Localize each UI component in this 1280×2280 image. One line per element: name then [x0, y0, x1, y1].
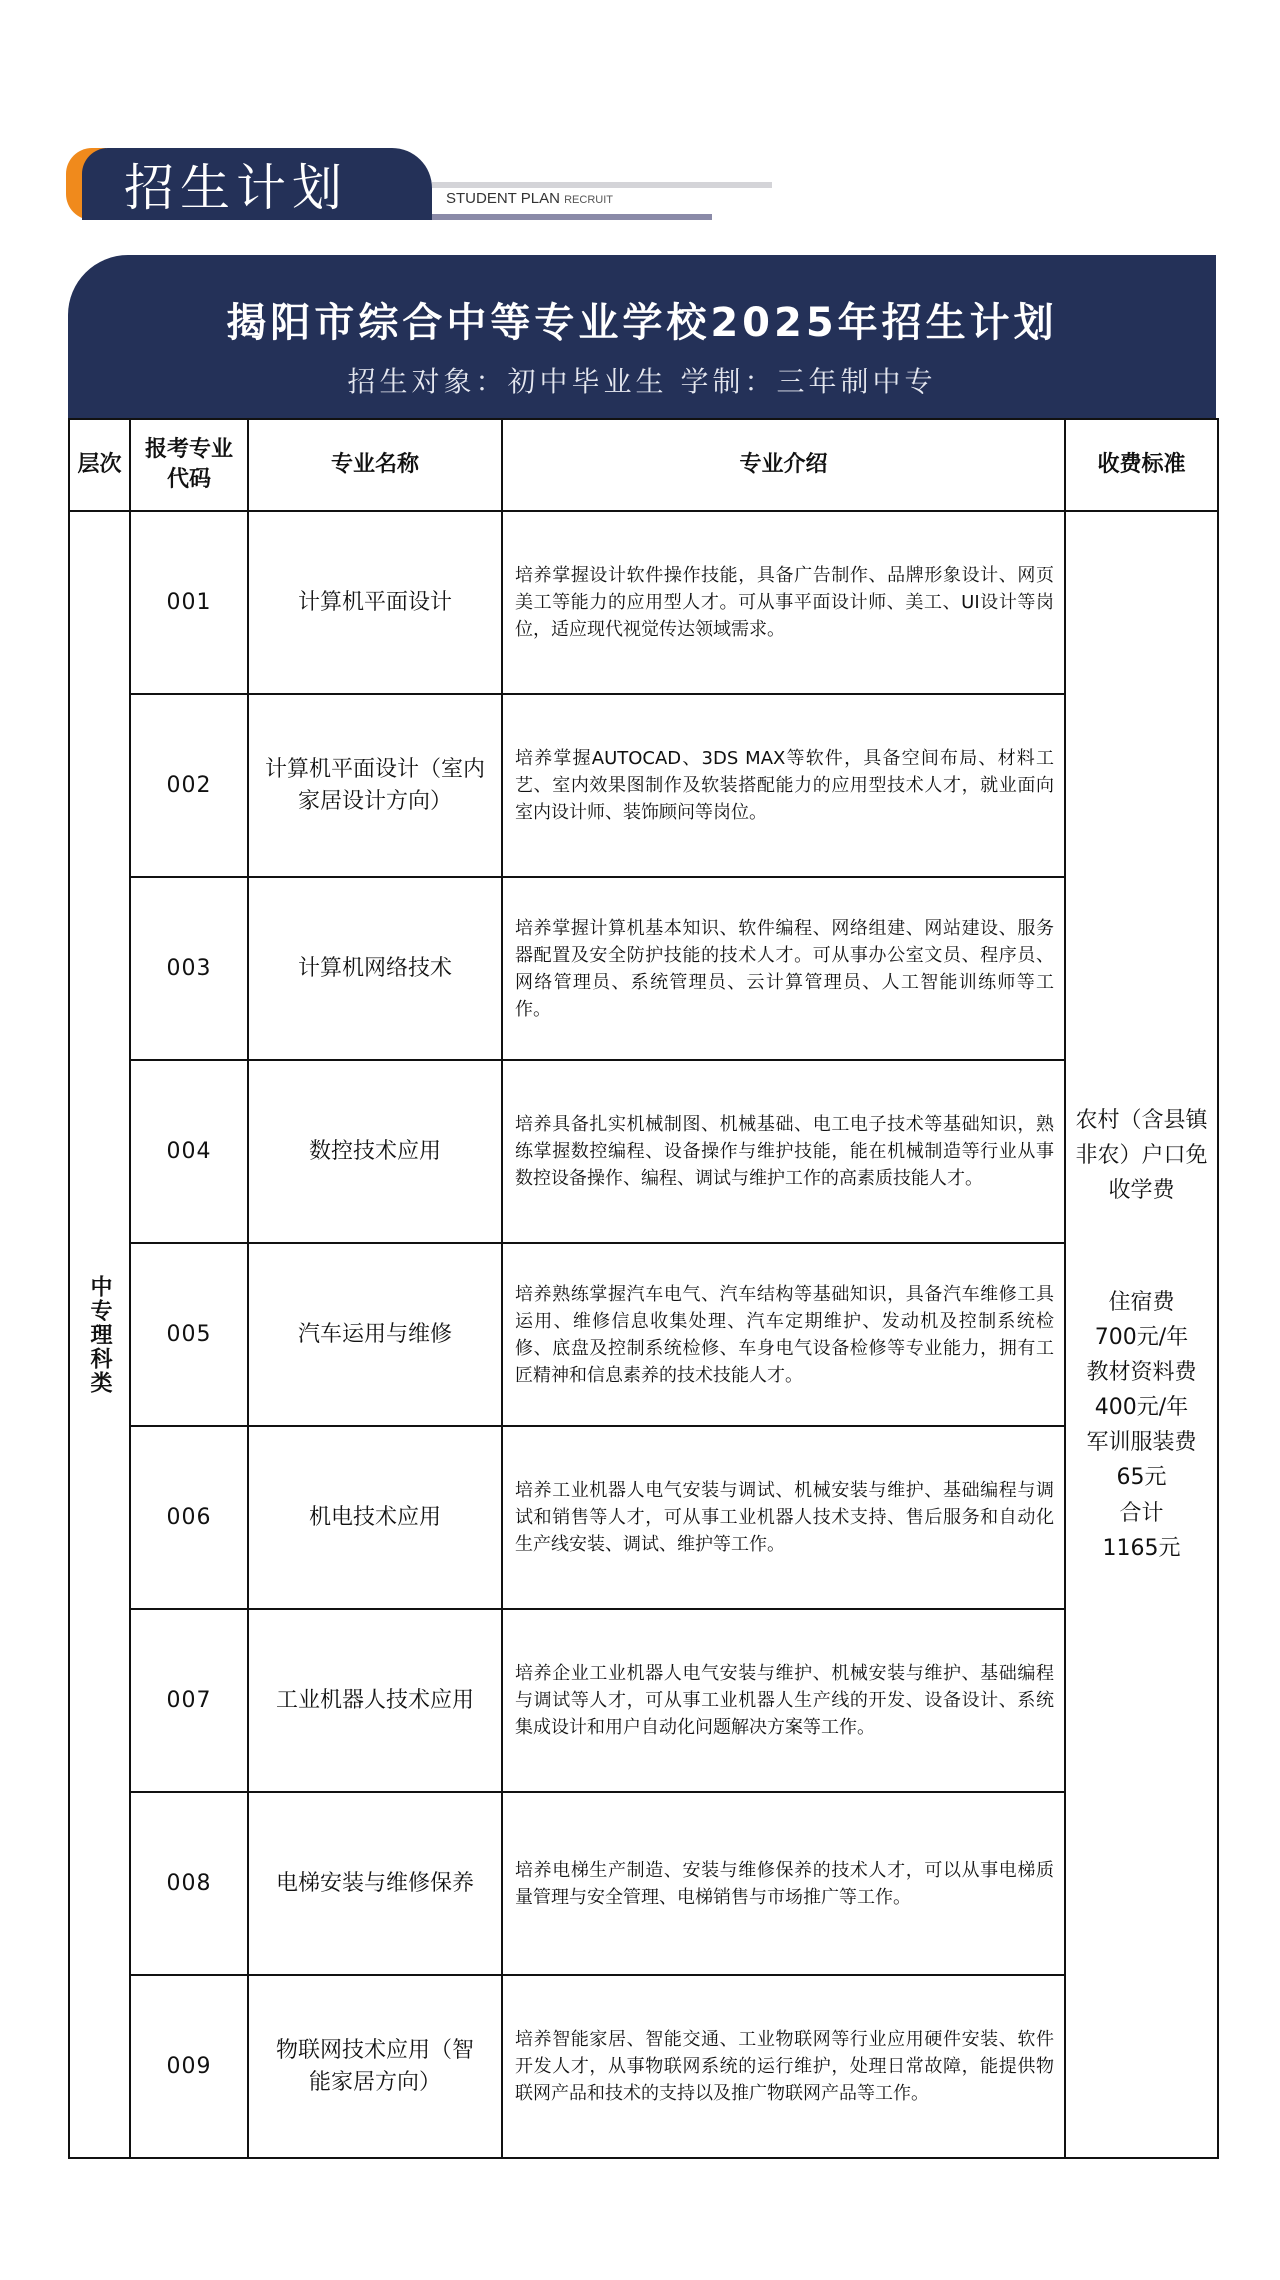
major-intro: 培养掌握AUTOCAD、3DS MAX等软件，具备空间布局、材料工艺、室内效果图制作及软装搭配能力的应用型技术人才，就业面向室内设计师、装饰顾问等岗位。 [502, 694, 1065, 877]
col-header-code: 报考专业代码 [130, 419, 248, 511]
table-row [69, 1243, 1218, 1426]
col-header-level: 层次 [69, 419, 130, 511]
table-header-row [69, 419, 1218, 511]
major-code: 005 [130, 1243, 248, 1426]
section-subtitle: STUDENT PLAN RECRUIT [446, 190, 613, 207]
major-intro: 培养企业工业机器人电气安装与维护、机械安装与维护、基础编程与调试等人才，可从事工业机器人生产线的开发、设备设计、系统集成设计和用户自动化问题解决方案等工作。 [502, 1609, 1065, 1792]
col-header-intro: 专业介绍 [502, 419, 1065, 511]
fee-line: 400元/年 [1094, 1395, 1189, 1421]
section-banner [66, 148, 716, 220]
plan-header [68, 255, 1216, 419]
major-name: 计算机平面设计（室内家居设计方向） [248, 694, 502, 877]
fee-cell [1065, 511, 1218, 2158]
banner-divider [432, 182, 772, 188]
major-code: 007 [130, 1609, 248, 1792]
major-code: 002 [130, 694, 248, 877]
fee-line: 1165元 [1102, 1535, 1181, 1561]
col-header-fee: 收费标准 [1065, 419, 1218, 511]
major-name: 物联网技术应用（智能家居方向） [248, 1975, 502, 2158]
major-name: 电梯安装与维修保养 [248, 1792, 502, 1975]
page-title: 揭阳市综合中等专业学校2025年招生计划 [226, 300, 1058, 346]
table-row [69, 1426, 1218, 1609]
major-code: 008 [130, 1792, 248, 1975]
major-intro: 培养工业机器人电气安装与调试、机械安装与维护、基础编程与调试和销售等人才，可从事工业机器人技术支持、售后服务和自动化生产线安装、调试、维护等工作。 [502, 1426, 1065, 1609]
major-intro: 培养智能家居、智能交通、工业物联网等行业应用硬件安装、软件开发人才，从事物联网系统的运行维护，处理日常故障，能提供物联网产品和技术的支持以及推广物联网产品等工作。 [502, 1975, 1065, 2158]
banner-title-box [82, 148, 432, 220]
fee-rural-note: 农村（含县镇非农）户口免收学费 [1075, 1107, 1208, 1204]
table-row [69, 877, 1218, 1060]
major-code: 009 [130, 1975, 248, 2158]
table-row [69, 694, 1218, 877]
major-name: 计算机网络技术 [248, 877, 502, 1060]
col-header-name: 专业名称 [248, 419, 502, 511]
page-subtitle: 招生对象：初中毕业生 学制：三年制中专 [347, 365, 937, 398]
major-code: 003 [130, 877, 248, 1060]
fee-line: 65元 [1116, 1465, 1167, 1491]
table-row [69, 1975, 1218, 2158]
section-subtitle-small: RECRUIT [564, 194, 613, 206]
major-name: 工业机器人技术应用 [248, 1609, 502, 1792]
section-title: 招生计划 [124, 159, 348, 217]
table-row [69, 1609, 1218, 1792]
level-cell: 中专理科类 [69, 511, 130, 2158]
fee-line: 教材资料费 [1086, 1359, 1197, 1385]
major-name: 汽车运用与维修 [248, 1243, 502, 1426]
fee-line: 住宿费 [1108, 1289, 1175, 1315]
fee-line: 军训服装费 [1086, 1430, 1197, 1456]
major-name: 计算机平面设计 [248, 511, 502, 694]
fee-line: 700元/年 [1094, 1324, 1189, 1350]
fee-line: 合计 [1119, 1500, 1164, 1526]
major-intro: 培养掌握设计软件操作技能，具备广告制作、品牌形象设计、网页美工等能力的应用型人才。可从事平面设计师、美工、UI设计等岗位，适应现代视觉传达领域需求。 [502, 511, 1065, 694]
table-row [69, 1792, 1218, 1975]
table-row [69, 1060, 1218, 1243]
major-name: 数控技术应用 [248, 1060, 502, 1243]
major-code: 006 [130, 1426, 248, 1609]
major-intro: 培养具备扎实机械制图、机械基础、电工电子技术等基础知识，熟练掌握数控编程、设备操作与维护技能，能在机械制造等行业从事数控设备操作、编程、调试与维护工作的高素质技能人才。 [502, 1060, 1065, 1243]
major-name: 机电技术应用 [248, 1426, 502, 1609]
major-code: 001 [130, 511, 248, 694]
table-row [69, 511, 1218, 694]
major-code: 004 [130, 1060, 248, 1243]
banner-divider-2 [432, 214, 712, 220]
major-intro: 培养熟练掌握汽车电气、汽车结构等基础知识，具备汽车维修工具运用、维修信息收集处理、汽车定期维护、发动机及控制系统检修、底盘及控制系统检修、车身电气设备检修等专业能力，拥有工匠精神和信息素养的技术技能人才。 [502, 1243, 1065, 1426]
major-intro: 培养电梯生产制造、安装与维修保养的技术人才，可以从事电梯质量管理与安全管理、电梯销售与市场推广等工作。 [502, 1792, 1065, 1975]
plan-table [68, 418, 1219, 2159]
major-intro: 培养掌握计算机基本知识、软件编程、网络组建、网站建设、服务器配置及安全防护技能的技术人才。可从事办公室文员、程序员、网络管理员、系统管理员、云计算管理员、人工智能训练师等工作。 [502, 877, 1065, 1060]
